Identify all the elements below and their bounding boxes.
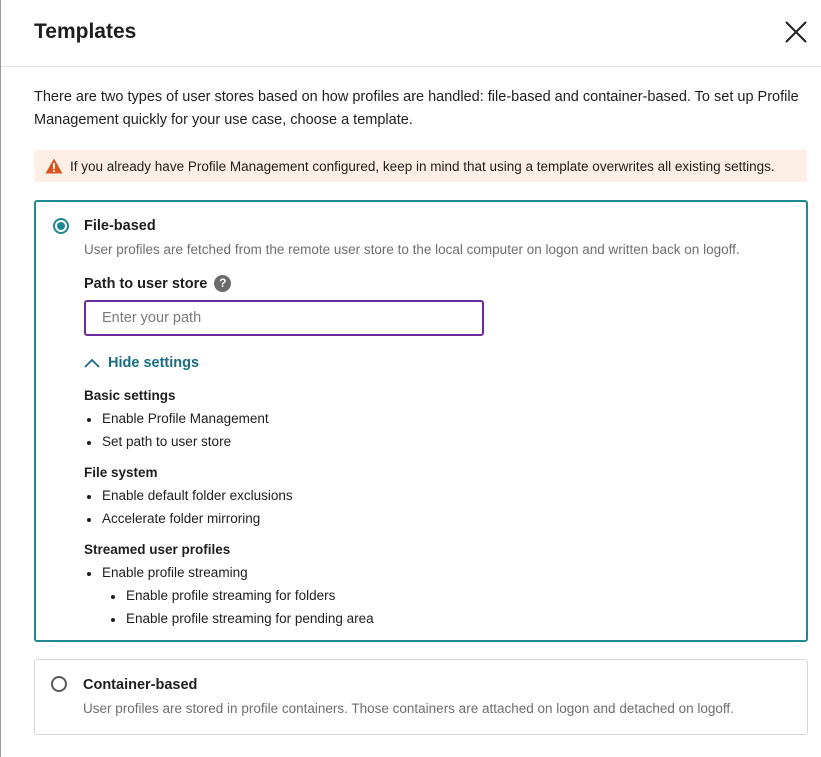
close-icon xyxy=(783,19,809,45)
help-icon[interactable]: ? xyxy=(214,275,231,292)
dialog-title: Templates xyxy=(34,20,137,43)
path-label-text: Path to user store xyxy=(84,275,208,292)
hide-settings-toggle[interactable] xyxy=(84,355,199,371)
list-item: Enable profile streaming xyxy=(102,565,248,580)
hide-settings-label: Hide settings xyxy=(108,355,200,371)
container-based-radio[interactable] xyxy=(51,676,67,692)
list-subitem: Enable profile streaming for folders xyxy=(126,588,336,603)
close-button[interactable] xyxy=(783,19,809,45)
container-based-description: User profiles are stored in profile containers. Those containers are attached on logon and detached on logoff. xyxy=(83,701,734,716)
file-based-radio[interactable] xyxy=(53,218,69,234)
warning-icon xyxy=(45,158,63,174)
section-heading: Streamed user profiles xyxy=(84,542,231,557)
path-input[interactable] xyxy=(84,300,484,336)
file-based-description: User profiles are fetched from the remote user store to the local computer on logon and written back on logoff. xyxy=(84,242,740,257)
file-based-title: File-based xyxy=(84,218,156,234)
warning-banner xyxy=(34,150,807,182)
list-item: Set path to user store xyxy=(102,434,232,449)
container-based-option-card[interactable] xyxy=(34,659,808,735)
list-item: Accelerate folder mirroring xyxy=(102,511,261,526)
chevron-up-icon xyxy=(84,358,100,368)
section-heading: File system xyxy=(84,465,158,480)
list-item: Enable Profile Management xyxy=(102,411,269,426)
file-based-option-card[interactable] xyxy=(34,200,808,642)
intro-text: There are two types of user stores based on how profiles are handled: file-based and container-based. To set up Profile Management quickly for your use case, choose a template. xyxy=(34,89,799,128)
container-based-title: Container-based xyxy=(83,677,198,693)
dialog-header xyxy=(1,0,821,67)
list-subitem: Enable profile streaming for pending area xyxy=(126,611,374,626)
list-item: Enable default folder exclusions xyxy=(102,488,293,503)
section-heading: Basic settings xyxy=(84,388,176,403)
path-label xyxy=(84,275,231,292)
warning-text: If you already have Profile Management configured, keep in mind that using a template overwrites all existing settings. xyxy=(70,158,775,174)
